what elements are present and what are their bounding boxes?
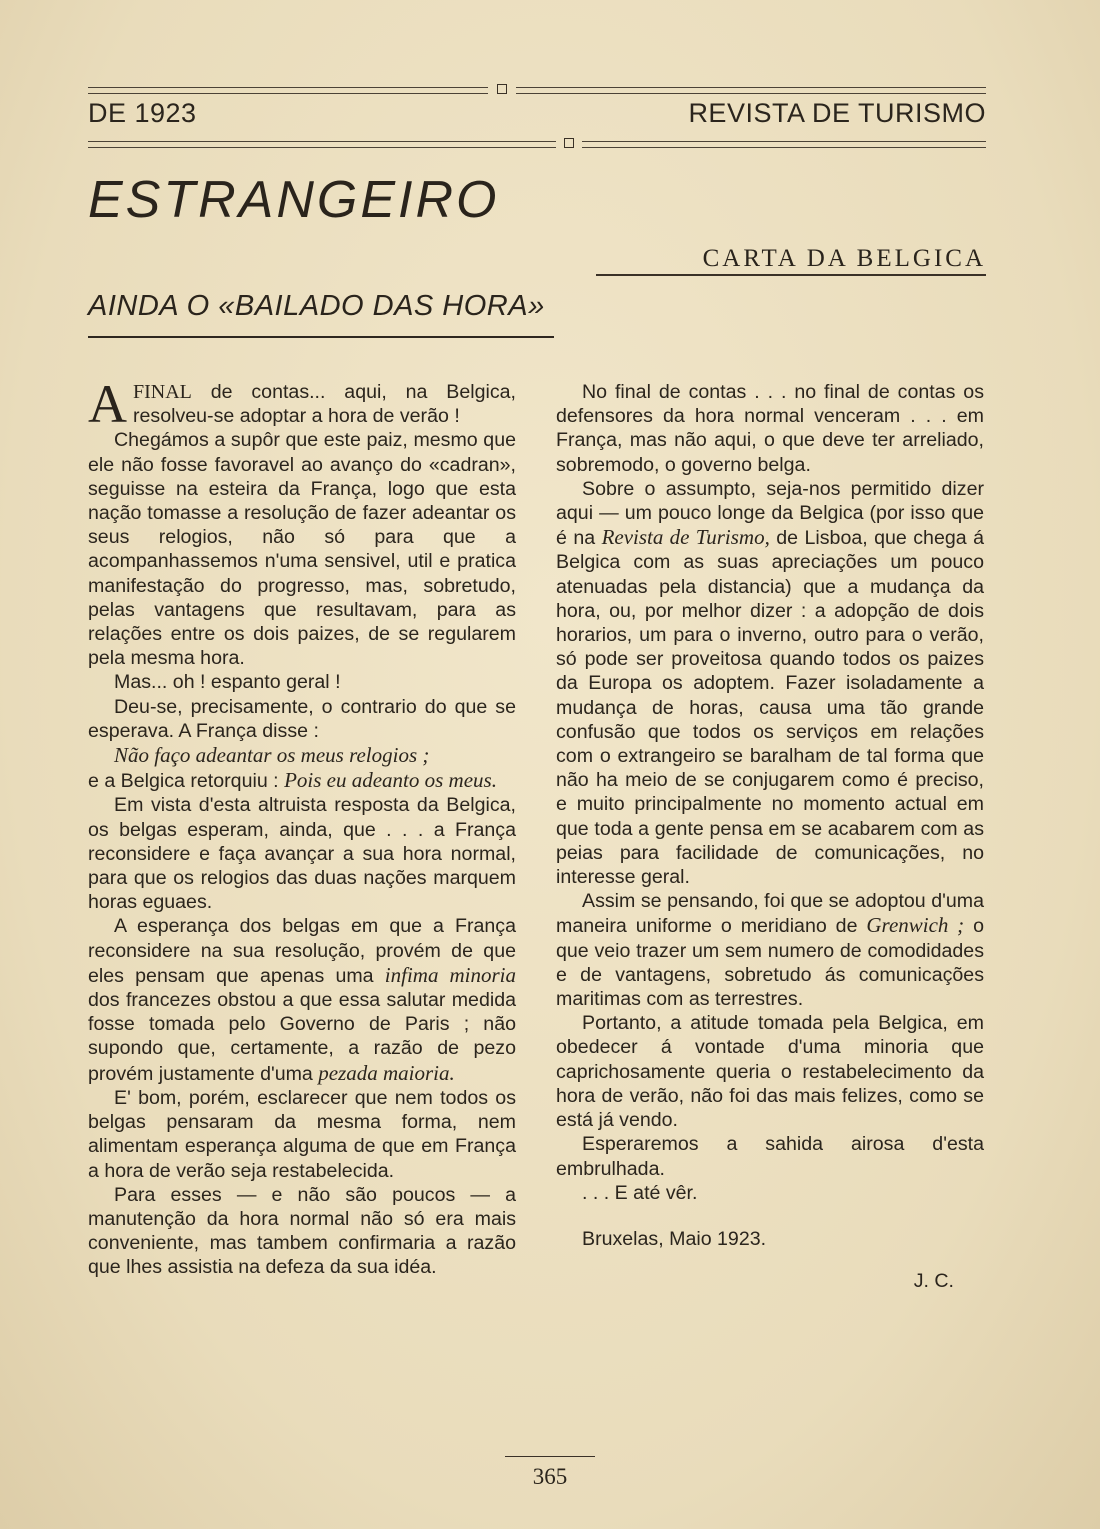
paragraph: Chegámos a supôr que este paiz, mesmo que ele não fosse favoravel ao avanço do «cadran», seguisse na esteira da França, logo que esta nação tomasse a resolução de fazer adeantar os seus relogios, não só para que a acompanhassemos n'uma sensivel, util e pratica manifestação do progresso, mas, sobretudo, pelas vantagens que resultavam, para as relações entre os dois paizes, de se regularem pela mesma hora. bbox=[88, 429, 516, 670]
italic-phrase: pezada maioria. bbox=[318, 1060, 455, 1085]
paragraph-text: e a Belgica retorquiu : bbox=[88, 770, 285, 793]
paragraph: No final de contas . . . no final de contas os defensores da hora normal venceram . . . em França, mas não aqui, o que deve ter arreliado, sobremodo, o governo belga. bbox=[556, 381, 984, 476]
paragraph bbox=[556, 477, 984, 889]
paragraph bbox=[88, 743, 516, 768]
article-kicker: CARTA DA BELGICA bbox=[596, 246, 986, 276]
footer-rule bbox=[505, 1456, 595, 1457]
article-title: AINDA O «BAILADO DAS HORA» bbox=[88, 290, 545, 322]
paragraph: Em vista d'esta altruista resposta da Belgica, os belgas esperam, ainda, que . . . a França reconsidere e faça avançar a sua hora normal, para que os relogios das duas nações marquem horas eguaes. bbox=[88, 794, 516, 914]
paragraph-text: de contas... aqui, na Belgica, resolveu-se adoptar a hora de verão ! bbox=[133, 381, 516, 428]
paragraph bbox=[556, 889, 984, 1011]
paragraph-text: Sobre o assumpto, seja-nos permitido dizer aqui — um pouco longe da Belgica (por isso que é na bbox=[556, 477, 984, 550]
left-column bbox=[88, 374, 516, 1280]
italic-phrase: Revista de Turismo, bbox=[601, 525, 770, 550]
title-underline bbox=[88, 336, 554, 338]
paragraph bbox=[88, 768, 516, 793]
paragraph-text: Assim se pensando, foi que se adoptou d'uma maneira uniforme o meridiano de bbox=[556, 890, 984, 938]
paragraph-text: dos francezes obstou a que essa salutar medida fosse tomada pelo Governo de Paris ; não supondo que, certamente, a razão de pezo provém justamente d'uma bbox=[88, 989, 516, 1085]
header-right: REVISTA DE TURISMO bbox=[688, 98, 986, 128]
header-left: DE 1923 bbox=[88, 98, 197, 128]
paragraph bbox=[88, 374, 516, 434]
closing-line: . . . E até vêr. bbox=[582, 1181, 698, 1204]
page-number: 365 bbox=[532, 1464, 568, 1489]
first-word: FINAL bbox=[133, 381, 192, 403]
italic-phrase: Grenwich ; bbox=[866, 913, 965, 938]
header-bottom-rule bbox=[88, 138, 986, 150]
paragraph: Para esses — e não são poucos — a manutenção da hora normal não só era mais conveniente, mas tambem confirmaria a razão que lhes assistia na defeza da sua idéa. bbox=[88, 1183, 516, 1279]
paragraph: Portanto, a atitude tomada pela Belgica, em obedecer á vontade d'uma minoria que caprichosamente queria o restabelecimento da hora de verão, não foi das mais felizes, como se está já vendo. bbox=[556, 1012, 984, 1132]
paragraph: E' bom, porém, esclarecer que nem todos os belgas pensaram da mesma forma, nem alimentam esperança alguma de que em França a hora de verão seja restabelecida. bbox=[88, 1086, 516, 1182]
paragraph-text: A esperança dos belgas em que a França reconsidere na sua resolução, provém de que eles pensam que apenas uma bbox=[88, 915, 516, 987]
header-top-rule bbox=[88, 84, 986, 96]
section-title: ESTRANGEIRO bbox=[88, 171, 500, 229]
italic-quote: Pois eu adeanto os meus. bbox=[284, 768, 497, 793]
drop-cap: A bbox=[88, 374, 127, 434]
place-date: Bruxelas, Maio 1923. bbox=[582, 1227, 767, 1250]
paragraph: Deu-se, precisamente, o contrario do que se esperava. A França disse : bbox=[88, 695, 516, 742]
paragraph-text: o que veio trazer um sem numero de comodidades e de vantagens, sobretudo ás comunicações maritimas com as terrestres. bbox=[556, 915, 984, 1011]
right-column bbox=[556, 380, 984, 1293]
paragraph: Esperaremos a sahida airosa d'esta embrulhada. bbox=[556, 1133, 984, 1180]
paragraph bbox=[88, 914, 516, 1085]
italic-phrase: infima minoria bbox=[384, 962, 516, 987]
paragraph: Mas... oh ! espanto geral ! bbox=[114, 671, 341, 694]
signature: J. C. bbox=[913, 1270, 954, 1293]
italic-quote: Não faço adeantar os meus relogios ; bbox=[114, 743, 430, 768]
paragraph-text: de Lisboa, que chega á Belgica com as suas apreciações um pouco atenuadas pela distancia) que a mudança da hora, ou, por melhor dizer : a adopção de dois horarios, um para o inverno, outro para o verão, só pode ser proveitosa quando todos os paizes da Europa os adoptem. Fazer isoladamente a mudança de horas, causa uma tão grande confusão que todos os serviços em relações com o extrangeiro se baralham de tal forma que não ha meio de se conjugarem como é preciso, e muito principalmente no momento actual em que toda a gente pensa em se acabarem com as peias para facilidade de comunicações, no interesse geral. bbox=[556, 527, 984, 889]
